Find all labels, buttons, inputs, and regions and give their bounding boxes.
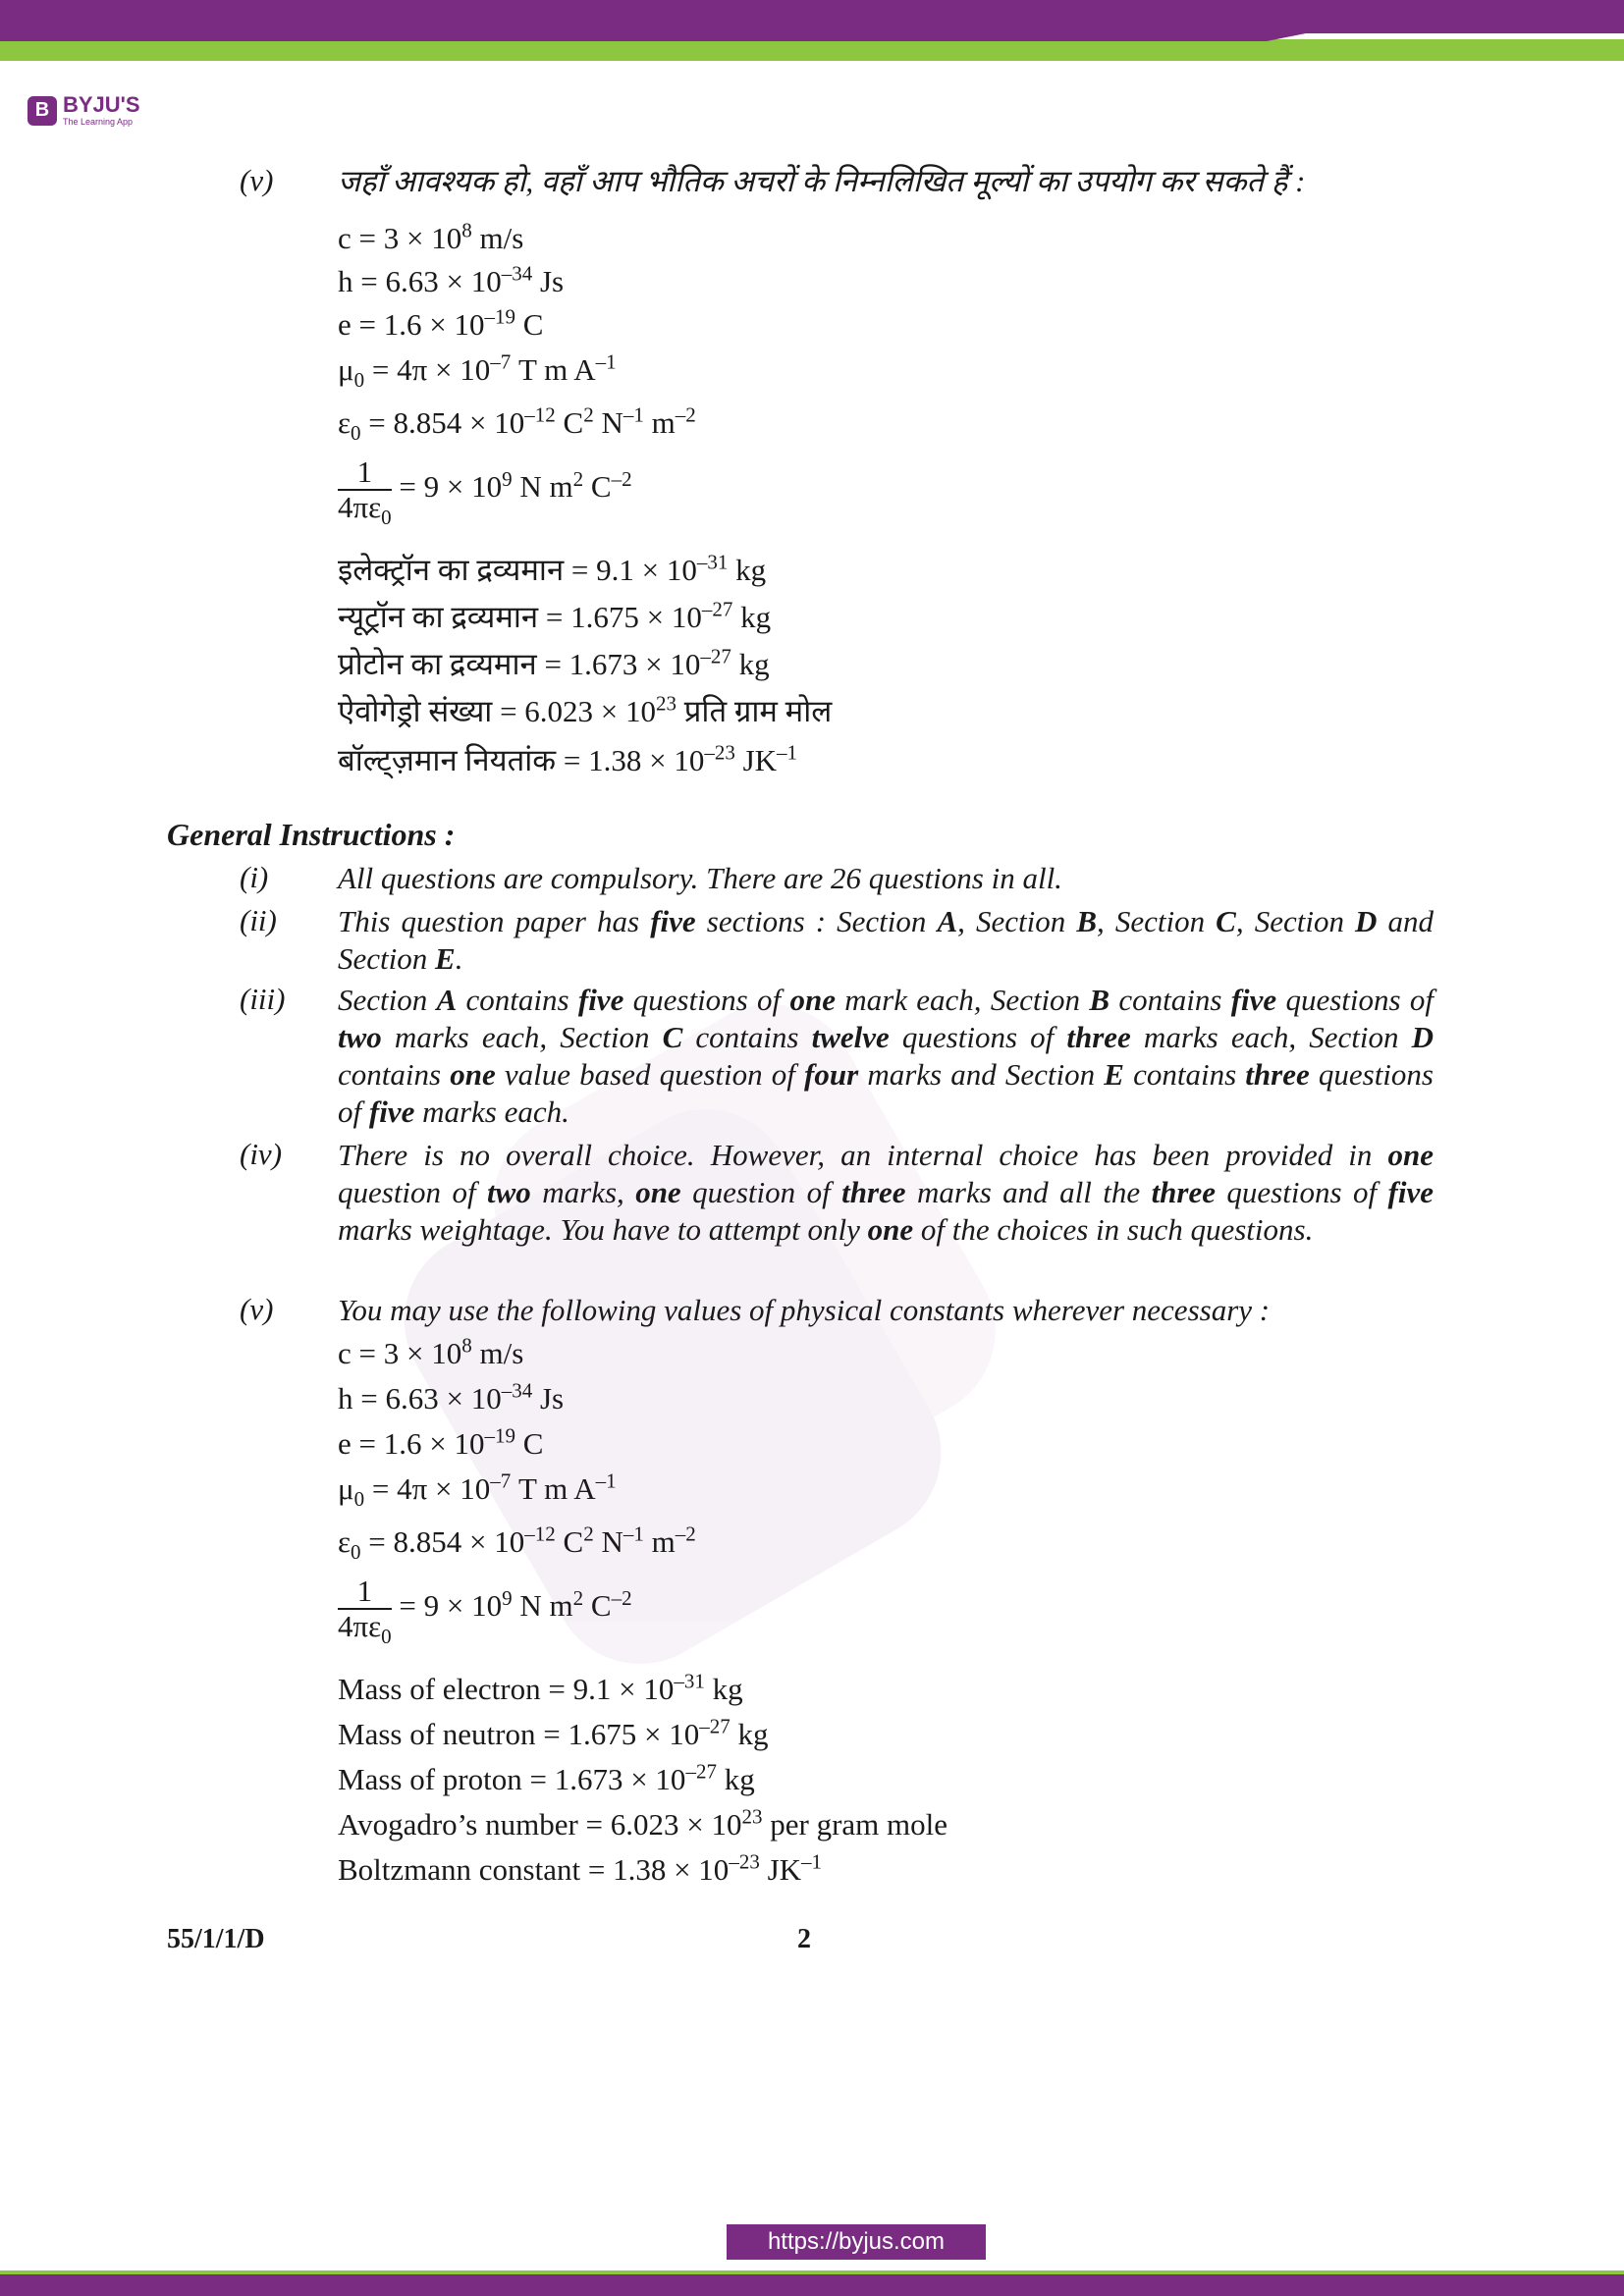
const-e: $e = 1.6 \times 10^{-19}$ C <box>338 304 544 342</box>
byjus-url-link[interactable]: https://byjus.com <box>727 2224 986 2260</box>
item-number: (iii) <box>240 982 286 1016</box>
general-instructions-heading: General Instructions : <box>167 817 456 852</box>
logo-name: BYJU'S <box>63 92 140 117</box>
const-c: $c = 3 \times 10^8$ m/s <box>338 1333 524 1370</box>
item-number: (i) <box>240 860 269 894</box>
const-eps0: $\varepsilon_0 = 8.854 \times 10^{-12}$ $C^2$ $N^{-1}$ $m^{-2}$ <box>338 402 696 446</box>
const-coulomb: $\frac{1}{4\pi\varepsilon_0}$ = $9 \times 10^9$ N $m^2$ $C^{-2}$ <box>338 454 632 530</box>
mass-electron: Mass of electron = $9.1 \times 10^{-31}$ kg <box>338 1669 743 1706</box>
mass-proton: Mass of proton = $1.673 \times 10^{-27}$ kg <box>338 1759 755 1796</box>
const-mu0: $\mu_0 = 4\pi \times 10^{-7}$ T m $A^{-1}$ <box>338 1468 617 1512</box>
mass-neutron: Mass of neutron = $1.675 \times 10^{-27}$ kg <box>338 1714 769 1751</box>
boltzmann-constant: Boltzmann constant = $1.38 \times 10^{-23}$ $JK^{-1}$ <box>338 1849 823 1887</box>
hindi-boltzmann: बॉल्ट्ज़मान नियतांक = $1.38 \times 10^{-23}$ $JK^{-1}$ <box>338 740 798 777</box>
bottom-banner <box>0 2270 1624 2296</box>
hindi-mass-proton: प्रोटोन का द्रव्यमान = $1.673 \times 10^{-27}$ kg <box>338 644 770 681</box>
const-c: $c = 3 \times 10^8$ m/s <box>338 218 524 255</box>
hindi-mass-neutron: न्यूट्रॉन का द्रव्यमान = $1.675 \times 10^{-27}$ kg <box>338 597 772 634</box>
instruction-3: Section A contains five questions of one mark each, Section B contains five questions of two marks each, Section C contains twelve questions of three marks each, Section D contains one value based question of four marks and Section E contains three questions of five marks each. <box>338 983 1434 1129</box>
const-h: $h = 6.63 \times 10^{-34}$ Js <box>338 1378 565 1415</box>
item-number: (iv) <box>240 1137 283 1171</box>
byjus-logo <box>27 94 140 127</box>
instruction-1: All questions are compulsory. There are 26 questions in all. <box>338 861 1062 895</box>
instruction-2: This question paper has five sections : Section A, Section B, Section C, Section D and Section E. <box>338 904 1435 976</box>
const-coulomb: $\frac{1}{4\pi\varepsilon_0}$ = $9 \times 10^9$ N $m^2$ $C^{-2}$ <box>338 1574 632 1649</box>
hindi-intro: जहाँ आवश्यक हो, वहाँ आप भौतिक अचरों के निम्नलिखित मूल्यों का उपयोग कर सकते हैं : <box>338 164 1306 198</box>
paper-code: 55/1/1/D <box>167 1924 265 1954</box>
page-number: 2 <box>797 1924 811 1954</box>
item-number: (v) <box>240 1292 274 1326</box>
const-h: $h = 6.63 \times 10^{-34}$ Js <box>338 261 565 298</box>
const-eps0: $\varepsilon_0 = 8.854 \times 10^{-12}$ $C^2$ $N^{-1}$ $m^{-2}$ <box>338 1522 696 1565</box>
top-banner <box>0 0 1624 65</box>
hindi-mass-electron: इलेक्ट्रॉन का द्रव्यमान = $9.1 \times 10^{-31}$ kg <box>338 550 767 587</box>
const-mu0: $\mu_0 = 4\pi \times 10^{-7}$ T m $A^{-1}$ <box>338 349 617 393</box>
logo-mark: B <box>27 96 57 126</box>
hindi-item-number: (v) <box>240 163 274 197</box>
instruction-4: There is no overall choice. However, an internal choice has been provided in one question of two marks, one question of three marks and all the three questions of five marks weightage. You have to attempt only one of the choices in such questions. <box>338 1138 1434 1247</box>
avogadro-number: Avogadro’s number = $6.023 \times 10^{23}$ per gram mole <box>338 1804 948 1842</box>
item-number: (ii) <box>240 903 277 937</box>
hindi-avogadro: ऐवोगेड्रो संख्या = $6.023 \times 10^{23}$ प्रति ग्राम मोल <box>338 691 833 728</box>
const-e: $e = 1.6 \times 10^{-19}$ C <box>338 1423 544 1461</box>
logo-tagline: The Learning App <box>63 117 134 127</box>
instruction-5: You may use the following values of physical constants wherever necessary : <box>338 1293 1271 1327</box>
